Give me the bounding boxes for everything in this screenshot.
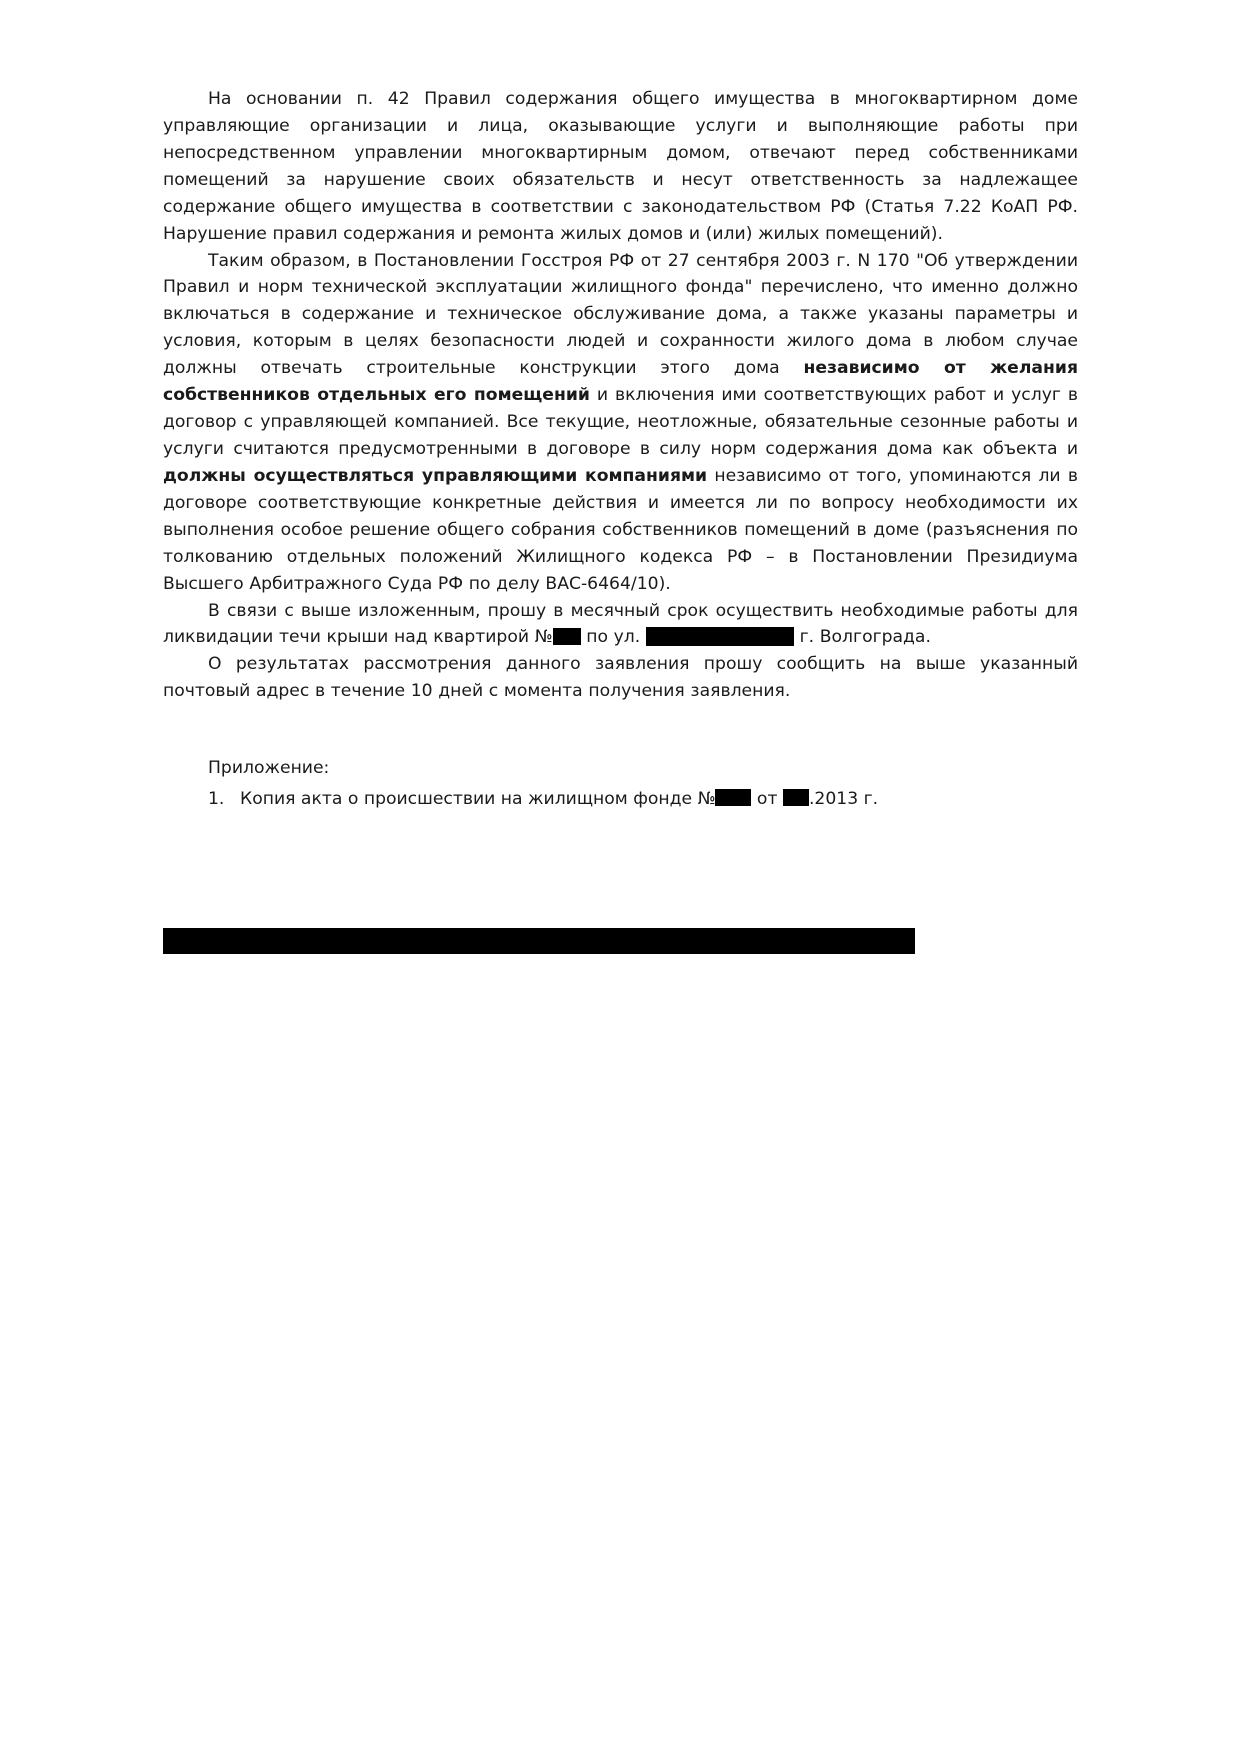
- paragraph-result: [163, 651, 1078, 705]
- paragraph-2-bold-1: независимо от желания собственников отдельных его помещений: [163, 358, 1078, 406]
- paragraph-1: [163, 86, 1078, 248]
- request-text-after: г. Волгограда.: [793, 627, 931, 648]
- attachment-item-number: 1.: [208, 788, 225, 809]
- result-text: О результатах рассмотрения данного заявления прошу сообщить на выше указанный почтовый адрес в течение 10 дней с момента получения заявления.: [163, 654, 1078, 702]
- attachment-text-middle: от: [751, 788, 783, 809]
- paragraph-2: [163, 248, 1078, 598]
- request-text-before: В связи с выше изложенным, прошу в месячный срок осуществить необходимые работы для ликвидации течи крыши над квартирой №: [163, 600, 1078, 648]
- redaction-apartment-number: [553, 628, 581, 645]
- redaction-act-number: [715, 789, 751, 806]
- paragraph-2-bold-2: должны осуществляться управляющими компаниями: [163, 465, 708, 486]
- attachment-list-item: [208, 786, 1088, 814]
- redaction-date-month: [795, 789, 809, 806]
- paragraph-2-run-1: Таким образом, в Постановлении Госстроя РФ от 27 сентября 2003 г. N 170 "Об утверждении Правил и норм технической эксплуатации жилищного фонда" перечислено, что именно должно включаться в содержание и техническое обслуживание дома, а также указаны параметры и условия, которым в целях безопасности людей и сохранности жилого дома в любом случае должны отвечать строительные конструкции этого дома: [163, 250, 1078, 379]
- attachment-text-after: .2013 г.: [808, 788, 879, 809]
- paragraph-2-run-3: независимо от того, упоминаются ли в договоре соответствующие конкретные действия и имеется ли по вопросу необходимости их выполнения особое решение общего собрания собственников помещений в доме (разъяснения по толкованию отдельных положений Жилищного кодекса РФ – в Постановлении Президиума Высшего Арбитражного Суда РФ по делу ВАС-6464/10).: [163, 465, 1078, 594]
- paragraph-1-text: На основании п. 42 Правил содержания общего имущества в многоквартирном доме управляющие организации и лица, оказывающие услуги и выполняющие работы при непосредственном управлении многоквартирным домом, отвечают перед собственниками помещений за нарушение своих обязательств и несут ответственность за надлежащее содержание общего имущества в соответствии с законодательством РФ (Статья 7.22 КоАП РФ. Нарушение правил содержания и ремонта жилых домов и (или) жилых помещений).: [163, 89, 1078, 244]
- paragraph-request: [163, 598, 1078, 652]
- paragraph-2-run-2: и включения ими соответствующих работ и услуг в договор с управляющей компанией. Все текущие, неотложные, обязательные сезонные работы и услуги считаются предусмотренными в договоре в силу норм содержания дома как объекта и: [163, 385, 1078, 459]
- redaction-street-name: [646, 627, 794, 646]
- document-body: [163, 86, 1078, 705]
- attachment-section: [208, 755, 1088, 813]
- redaction-signature-block: [163, 928, 915, 954]
- attachment-item-text: [240, 786, 878, 814]
- redaction-date-day: [783, 789, 795, 806]
- attachment-title: Приложение:: [208, 758, 330, 778]
- attachment-text-before: Копия акта о происшествии на жилищном фонде №: [240, 788, 716, 809]
- request-text-middle: по ул.: [580, 627, 646, 648]
